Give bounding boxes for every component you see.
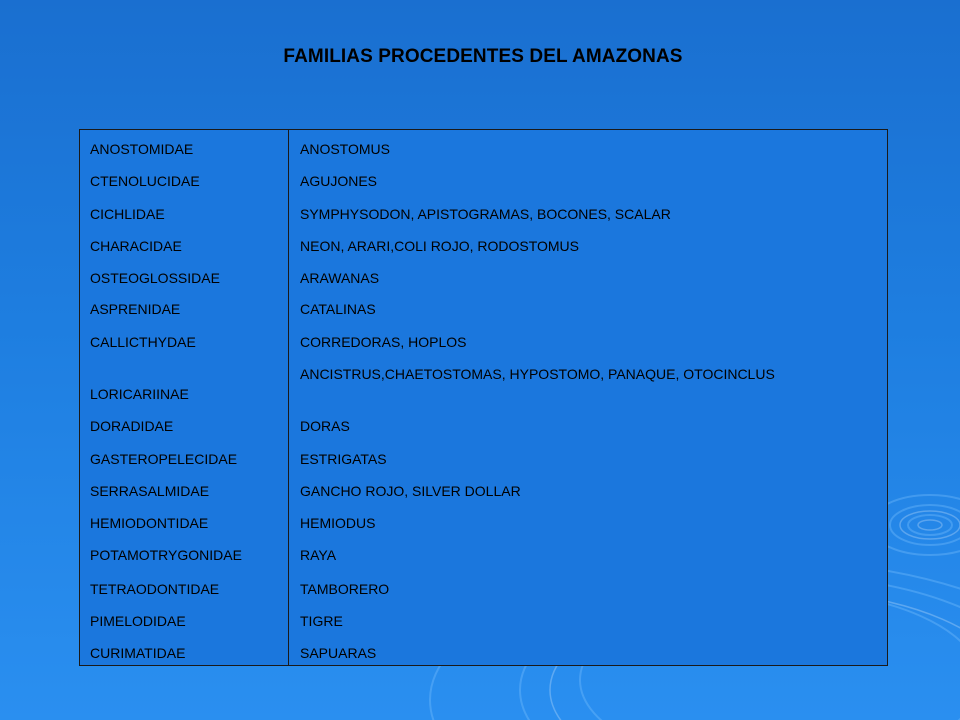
family-cell: ANOSTOMIDAE (90, 141, 194, 157)
species-cell: CATALINAS (300, 301, 376, 317)
family-cell: PIMELODIDAE (90, 613, 186, 629)
species-cell: CORREDORAS, HOPLOS (300, 334, 467, 350)
column-divider (288, 130, 289, 665)
species-cell: SAPUARAS (300, 645, 377, 661)
family-cell: CHARACIDAE (90, 238, 182, 254)
species-cell: ANOSTOMUS (300, 141, 390, 157)
family-cell: CICHLIDAE (90, 206, 165, 222)
species-cell: ESTRIGATAS (300, 451, 387, 467)
family-cell: ASPRENIDAE (90, 301, 181, 317)
family-cell: SERRASALMIDAE (90, 483, 210, 499)
family-cell: DORADIDAE (90, 418, 174, 434)
species-cell: AGUJONES (300, 173, 378, 189)
species-cell: DORAS (300, 418, 350, 434)
species-cell: GANCHO ROJO, SILVER DOLLAR (300, 483, 521, 499)
species-cell: TIGRE (300, 613, 343, 629)
species-cell: SYMPHYSODON, APISTOGRAMAS, BOCONES, SCALAR (300, 206, 671, 222)
species-cell: RAYA (300, 547, 337, 563)
family-cell: POTAMOTRYGONIDAE (90, 547, 242, 563)
species-cell: HEMIODUS (300, 515, 376, 531)
species-cell: ARAWANAS (300, 270, 380, 286)
species-cell: ANCISTRUS,CHAETOSTOMAS, HYPOSTOMO, PANAQUE, OTOCINCLUS (300, 366, 775, 382)
family-cell: HEMIODONTIDAE (90, 515, 209, 531)
family-cell: OSTEOGLOSSIDAE (90, 270, 220, 286)
family-cell: CTENOLUCIDAE (90, 173, 200, 189)
family-cell: CALLICTHYDAE (90, 334, 196, 350)
family-cell: GASTEROPELECIDAE (90, 451, 238, 467)
species-cell: NEON, ARARI,COLI ROJO, RODOSTOMUS (300, 238, 580, 254)
family-cell: TETRAODONTIDAE (90, 581, 220, 597)
family-cell: LORICARIINAE (90, 386, 189, 402)
species-cell: TAMBORERO (300, 581, 390, 597)
slide-title: FAMILIAS PROCEDENTES DEL AMAZONAS (283, 46, 683, 67)
family-table (79, 129, 888, 666)
family-cell: CURIMATIDAE (90, 645, 186, 661)
